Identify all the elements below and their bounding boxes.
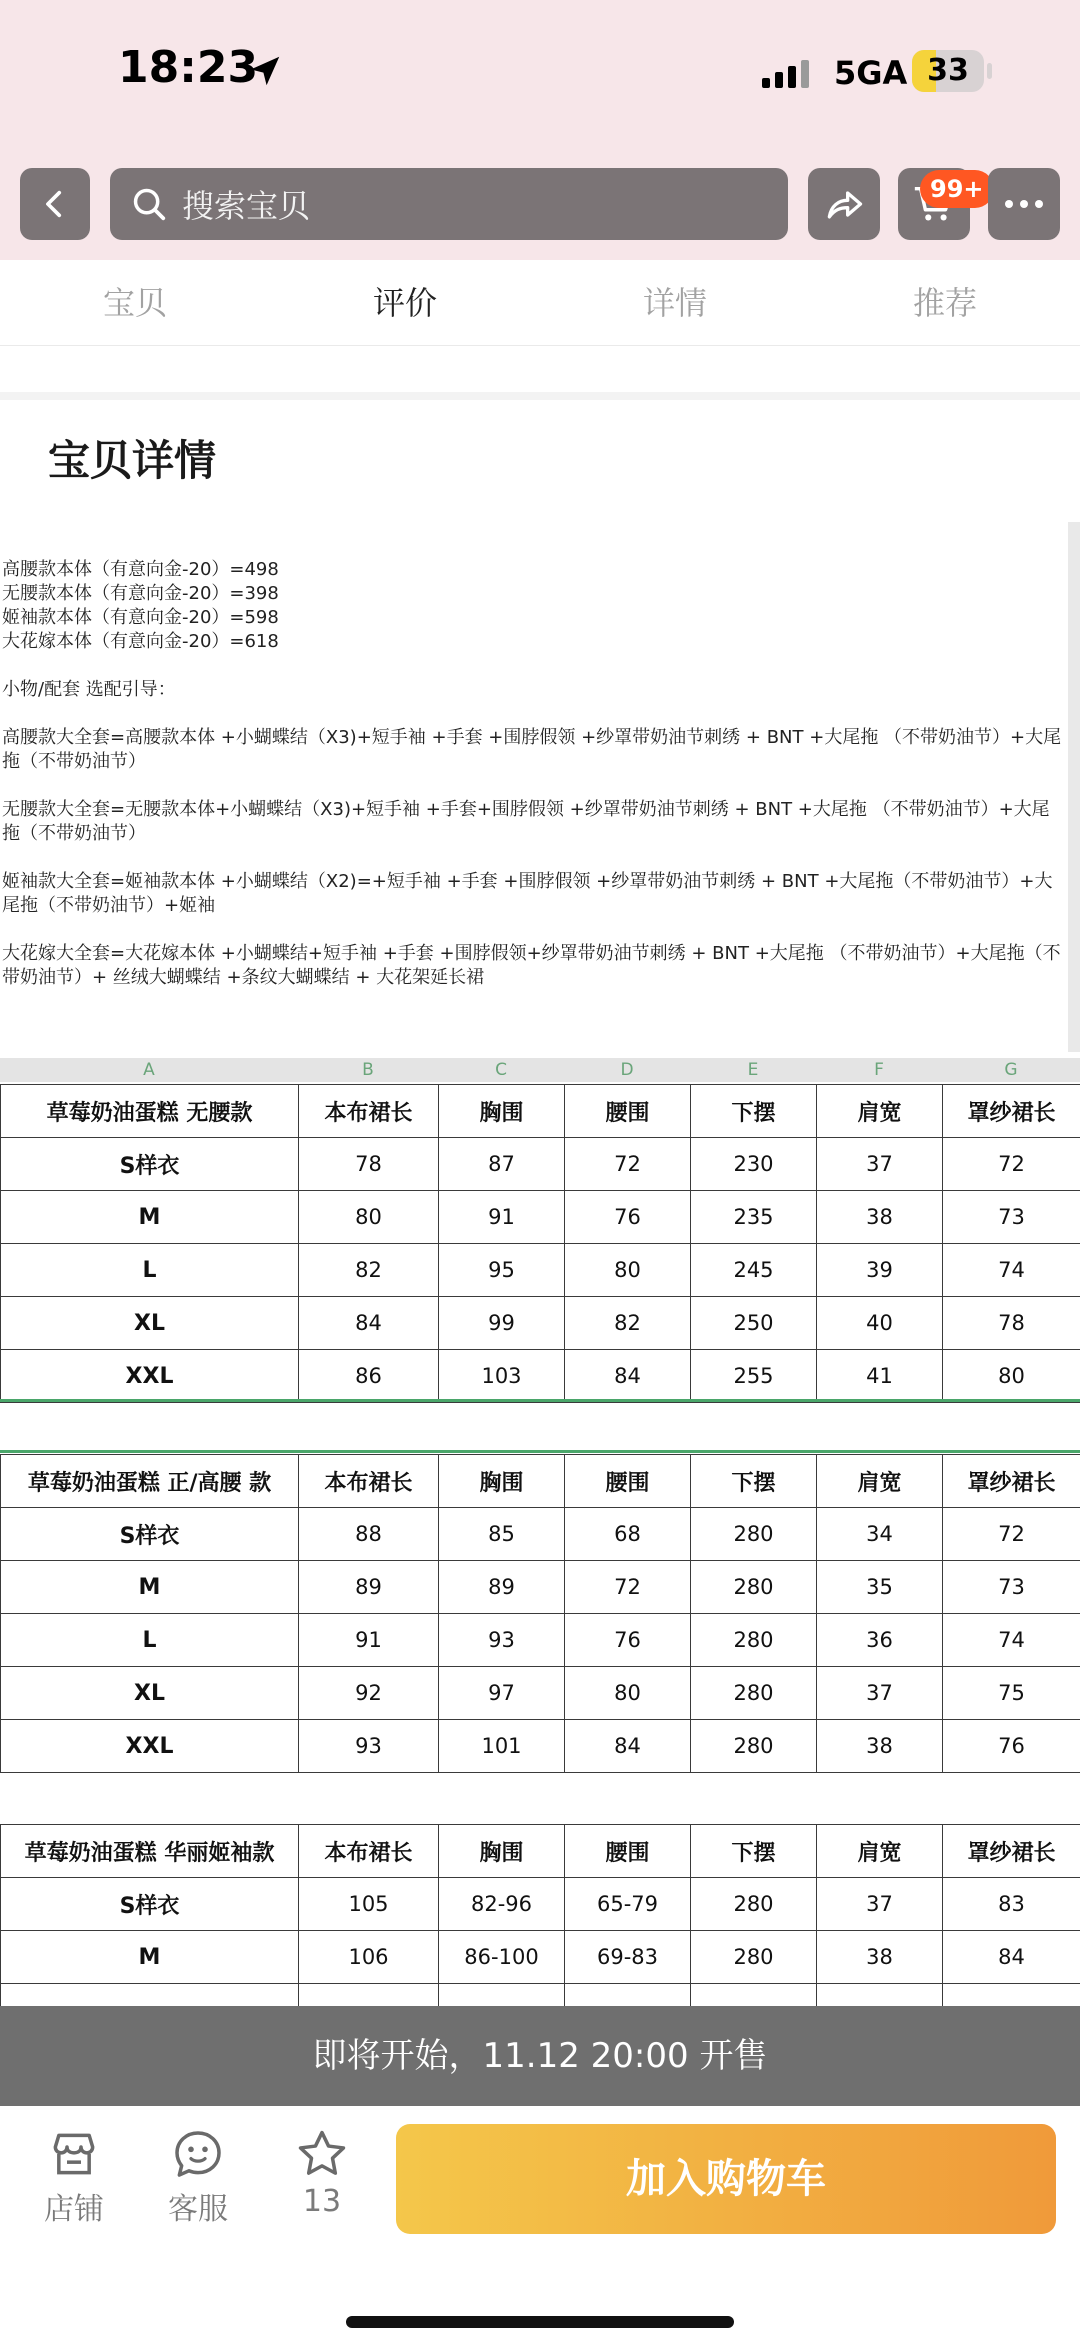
table-cell: M xyxy=(1,1561,299,1614)
table-cell: 91 xyxy=(299,1614,439,1667)
app-header xyxy=(0,0,1080,260)
search-input[interactable]: 搜索宝贝 xyxy=(182,187,311,225)
table-cell: 80 xyxy=(565,1667,691,1720)
table-header: 胸围 xyxy=(439,1825,565,1878)
signal-icon xyxy=(762,58,809,88)
table-cell: 65-79 xyxy=(565,1878,691,1931)
add-to-cart-button[interactable]: 加入购物车 xyxy=(396,2124,1056,2234)
table-cell: 93 xyxy=(439,1614,565,1667)
network-label: 5GA xyxy=(834,54,908,92)
share-button[interactable] xyxy=(808,168,880,240)
table-cell: 99 xyxy=(439,1297,565,1350)
table-cell: 73 xyxy=(943,1191,1080,1244)
table-header: 肩宽 xyxy=(817,1455,943,1508)
selection-line xyxy=(0,1450,1080,1453)
table-cell: S样衣 xyxy=(1,1508,299,1561)
col-letter: D xyxy=(620,1060,634,1080)
table-cell: 280 xyxy=(691,1878,817,1931)
table-cell: 38 xyxy=(817,1191,943,1244)
shop-label: 店铺 xyxy=(44,2192,104,2227)
table-cell: 93 xyxy=(299,1720,439,1773)
table-cell: 80 xyxy=(565,1244,691,1297)
table-cell: 89 xyxy=(439,1561,565,1614)
col-letter: F xyxy=(874,1060,884,1080)
chevron-left-icon xyxy=(38,187,72,221)
note-line: 姬袖款本体（有意向金-20）=598 xyxy=(2,607,279,628)
product-tabs xyxy=(0,260,1080,346)
table-cell: 82 xyxy=(565,1297,691,1350)
table-header: 罩纱裙长 xyxy=(943,1085,1080,1138)
table-cell: 230 xyxy=(691,1138,817,1191)
table-cell: 235 xyxy=(691,1191,817,1244)
tab-reviews[interactable]: 评价 xyxy=(372,284,437,322)
favorite-button[interactable] xyxy=(272,2126,372,2219)
table-cell: 103 xyxy=(439,1350,565,1403)
table-cell: 250 xyxy=(691,1297,817,1350)
table-cell: XXL xyxy=(1,1720,299,1773)
table-cell: 78 xyxy=(299,1138,439,1191)
customer-service-button[interactable] xyxy=(148,2126,248,2228)
table-row-partial xyxy=(1,1984,1080,2007)
table-cell: 86-100 xyxy=(439,1931,565,1984)
table-cell: 86 xyxy=(299,1350,439,1403)
note-line: 高腰款本体（有意向金-20）=498 xyxy=(2,559,279,580)
table-cell: 72 xyxy=(565,1138,691,1191)
table-cell: XXL xyxy=(1,1350,299,1403)
table-cell: 280 xyxy=(691,1667,817,1720)
col-letter: C xyxy=(495,1060,507,1080)
table-cell: 85 xyxy=(439,1508,565,1561)
table-cell: 38 xyxy=(817,1931,943,1984)
table-cell: 80 xyxy=(943,1350,1080,1403)
table-cell: 97 xyxy=(439,1667,565,1720)
col-letter: E xyxy=(747,1060,759,1080)
table-row xyxy=(1,1878,1080,1931)
table-header-row xyxy=(1,1455,1080,1508)
table-cell: 37 xyxy=(817,1138,943,1191)
table-header: 肩宽 xyxy=(817,1085,943,1138)
table-cell: 280 xyxy=(691,1508,817,1561)
table-cell: 37 xyxy=(817,1667,943,1720)
favorite-count: 13 xyxy=(302,2184,342,2219)
table-cell: 84 xyxy=(565,1350,691,1403)
table-cell: 80 xyxy=(299,1191,439,1244)
note-line: 大花嫁大全套=大花嫁本体 +小蝴蝶结+短手袖 +手套 +围脖假领+纱罩带奶油节刺绣 + BNT +大尾拖 （不带奶油节）+大尾拖（不带奶油节）+ 丝绒大蝴蝶结 +条纹大蝴蝶结 + 大花架延长裙 xyxy=(2,943,1061,988)
tab-recommend[interactable]: 推荐 xyxy=(912,284,977,322)
table-cell: 84 xyxy=(299,1297,439,1350)
more-dots-icon xyxy=(1001,194,1047,214)
table-header: 本布裙长 xyxy=(299,1825,439,1878)
star-icon xyxy=(294,2126,350,2182)
bottom-action-bar xyxy=(0,2106,1080,2341)
table-cell: 38 xyxy=(817,1720,943,1773)
table-cell: 88 xyxy=(299,1508,439,1561)
back-button[interactable] xyxy=(20,168,90,240)
table-header: 下摆 xyxy=(691,1085,817,1138)
table-row xyxy=(1,1508,1080,1561)
table-header: 下摆 xyxy=(691,1825,817,1878)
note-line: 无腰款大全套=无腰款本体+小蝴蝶结（X3)+短手袖 +手套+围脖假领 +纱罩带奶油节刺绣 + BNT +大尾拖 （不带奶油节）+大尾拖（不带奶油节） xyxy=(2,799,1050,844)
cart-count-badge: 99+ xyxy=(920,170,994,208)
table-row xyxy=(1,1297,1080,1350)
search-bar[interactable] xyxy=(110,168,788,240)
table-row xyxy=(1,1244,1080,1297)
table-row xyxy=(1,1561,1080,1614)
table-title: 草莓奶油蛋糕 正/高腰 款 xyxy=(1,1455,299,1508)
table-cell: 89 xyxy=(299,1561,439,1614)
table-row xyxy=(1,1191,1080,1244)
table-row xyxy=(1,1614,1080,1667)
table-cell: 68 xyxy=(565,1508,691,1561)
table-cell: 72 xyxy=(943,1138,1080,1191)
table-cell: XL xyxy=(1,1667,299,1720)
table-cell: 101 xyxy=(439,1720,565,1773)
table-row xyxy=(1,1350,1080,1403)
table-cell: 72 xyxy=(943,1508,1080,1561)
battery-icon xyxy=(912,50,984,92)
chat-face-icon xyxy=(170,2126,226,2182)
table-cell: 72 xyxy=(565,1561,691,1614)
share-icon xyxy=(822,182,866,226)
table-cell: S样衣 xyxy=(1,1878,299,1931)
service-label: 客服 xyxy=(168,2192,228,2227)
location-arrow-icon xyxy=(246,52,284,90)
size-table-no-waist xyxy=(0,1084,1080,1403)
size-table-princess-sleeve xyxy=(0,1824,1080,2006)
table-cell: 82 xyxy=(299,1244,439,1297)
table-cell: 75 xyxy=(943,1667,1080,1720)
detail-image xyxy=(0,522,1080,2006)
note-line: 小物/配套 选配引导： xyxy=(2,679,176,700)
search-icon xyxy=(130,185,168,223)
status-time: 18:23 xyxy=(118,42,259,93)
table-header-row xyxy=(1,1825,1080,1878)
table-cell: 74 xyxy=(943,1614,1080,1667)
table-cell: 91 xyxy=(439,1191,565,1244)
table-cell: 82-96 xyxy=(439,1878,565,1931)
table-header: 罩纱裙长 xyxy=(943,1825,1080,1878)
note-line: 大花嫁本体（有意向金-20）=618 xyxy=(2,631,279,652)
table-cell: S样衣 xyxy=(1,1138,299,1191)
table-cell: 95 xyxy=(439,1244,565,1297)
page-title: 宝贝详情 xyxy=(48,436,217,485)
table-cell: 280 xyxy=(691,1720,817,1773)
table-header: 腰围 xyxy=(565,1455,691,1508)
table-cell: L xyxy=(1,1614,299,1667)
table-cell: 69-83 xyxy=(565,1931,691,1984)
shop-button[interactable] xyxy=(24,2126,124,2228)
table-cell: M xyxy=(1,1191,299,1244)
table-cell: 73 xyxy=(943,1561,1080,1614)
table-cell: M xyxy=(1,1931,299,1984)
table-cell: L xyxy=(1,1244,299,1297)
price-notes xyxy=(2,558,1062,990)
note-line: 高腰款大全套=高腰款本体 +小蝴蝶结（X3)+短手袖 +手套 +围脖假领 +纱罩带奶油节刺绣 + BNT +大尾拖 （不带奶油节）+大尾拖（不带奶油节） xyxy=(2,727,1062,772)
sale-countdown-banner: 即将开始，11.12 20:00 开售 xyxy=(0,2006,1080,2106)
table-title: 草莓奶油蛋糕 华丽姬袖款 xyxy=(1,1825,299,1878)
table-cell: 36 xyxy=(817,1614,943,1667)
detail-scroll-strip xyxy=(1068,522,1080,1052)
col-letter: A xyxy=(143,1060,155,1080)
table-cell: 245 xyxy=(691,1244,817,1297)
size-table-high-waist xyxy=(0,1454,1080,1773)
store-icon xyxy=(46,2126,102,2182)
table-row xyxy=(1,1667,1080,1720)
table-header: 本布裙长 xyxy=(299,1455,439,1508)
table-cell: 35 xyxy=(817,1561,943,1614)
battery-level: 33 xyxy=(927,53,969,88)
table-cell: 87 xyxy=(439,1138,565,1191)
table-cell: 105 xyxy=(299,1878,439,1931)
table-title: 草莓奶油蛋糕 无腰款 xyxy=(1,1085,299,1138)
table-cell: 84 xyxy=(943,1931,1080,1984)
battery-tip xyxy=(987,63,992,79)
table-cell: 40 xyxy=(817,1297,943,1350)
selection-line xyxy=(0,1399,1080,1402)
tab-item[interactable]: 宝贝 xyxy=(102,284,167,322)
table-cell: 41 xyxy=(817,1350,943,1403)
table-cell: 84 xyxy=(565,1720,691,1773)
table-cell: 37 xyxy=(817,1878,943,1931)
table-cell: 280 xyxy=(691,1931,817,1984)
table-cell: 106 xyxy=(299,1931,439,1984)
table-header: 本布裙长 xyxy=(299,1085,439,1138)
table-cell: 76 xyxy=(565,1614,691,1667)
table-row xyxy=(1,1138,1080,1191)
table-cell: 39 xyxy=(817,1244,943,1297)
note-line: 姬袖款大全套=姬袖款本体 +小蝴蝶结（X2)=+短手袖 +手套 +围脖假领 +纱罩带奶油节刺绣 + BNT +大尾拖（不带奶油节）+大尾拖（不带奶油节）+姬袖 xyxy=(2,871,1053,916)
table-row xyxy=(1,1720,1080,1773)
spreadsheet-column-header xyxy=(0,1058,1080,1082)
table-cell: 74 xyxy=(943,1244,1080,1297)
tab-details[interactable]: 详情 xyxy=(642,284,707,322)
home-indicator xyxy=(346,2316,734,2328)
table-cell: XL xyxy=(1,1297,299,1350)
section-divider xyxy=(0,346,1080,400)
table-cell: 78 xyxy=(943,1297,1080,1350)
table-cell: 280 xyxy=(691,1614,817,1667)
table-cell: 280 xyxy=(691,1561,817,1614)
table-cell: 76 xyxy=(565,1191,691,1244)
table-header: 肩宽 xyxy=(817,1825,943,1878)
table-row xyxy=(1,1931,1080,1984)
col-letter: G xyxy=(1004,1060,1018,1080)
more-button[interactable] xyxy=(988,168,1060,240)
table-cell: 255 xyxy=(691,1350,817,1403)
table-cell: 76 xyxy=(943,1720,1080,1773)
table-cell: 92 xyxy=(299,1667,439,1720)
table-header: 胸围 xyxy=(439,1085,565,1138)
table-cell: 83 xyxy=(943,1878,1080,1931)
note-line: 无腰款本体（有意向金-20）=398 xyxy=(2,583,279,604)
table-header: 腰围 xyxy=(565,1085,691,1138)
table-header: 下摆 xyxy=(691,1455,817,1508)
table-header: 腰围 xyxy=(565,1825,691,1878)
col-letter: B xyxy=(362,1060,374,1080)
table-header: 胸围 xyxy=(439,1455,565,1508)
table-header: 罩纱裙长 xyxy=(943,1455,1080,1508)
table-cell: 34 xyxy=(817,1508,943,1561)
table-header-row xyxy=(1,1085,1080,1138)
